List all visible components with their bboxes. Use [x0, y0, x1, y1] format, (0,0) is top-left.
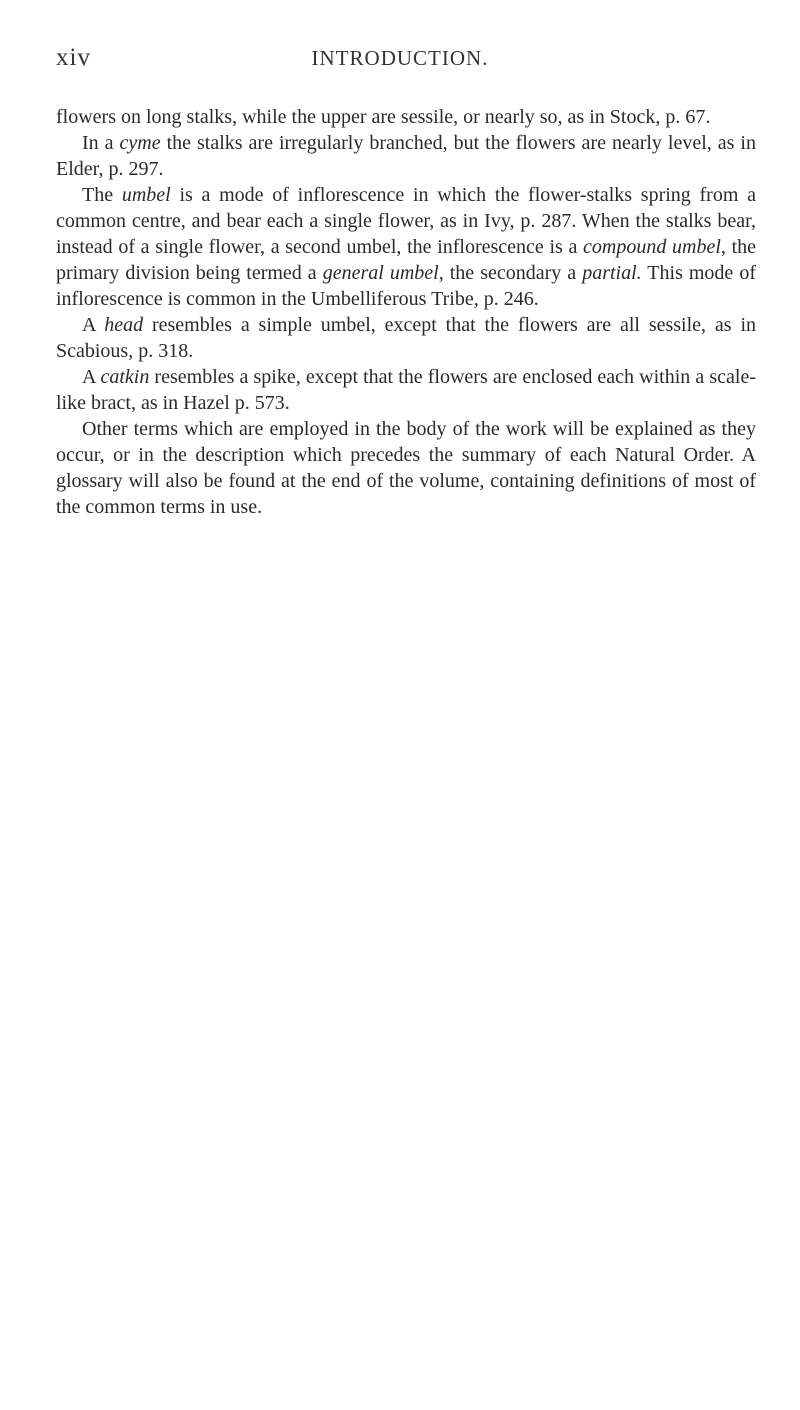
italic-term: general umbel,: [322, 262, 444, 284]
text-run: resembles a spike, except that the flowers are enclosed each within a scale-like bract, as in Hazel p. 573.: [56, 366, 756, 414]
text-run: the stalks are irregularly branched, but the flowers are nearly level, as in Elder, p. 297.: [56, 132, 756, 180]
text-run: the primary division being termed a: [56, 236, 757, 284]
paragraph: [56, 416, 756, 520]
paragraph: [56, 364, 756, 416]
paragraph: [56, 182, 756, 312]
text-run: A: [82, 314, 105, 336]
italic-term: head: [104, 314, 144, 336]
running-head: INTRODUCTION.: [311, 46, 489, 70]
italic-term: compound umbel,: [583, 236, 726, 258]
text-run: The: [82, 184, 122, 206]
italic-term: umbel: [121, 184, 171, 206]
italic-term: cyme: [119, 132, 161, 154]
paragraph: [56, 312, 756, 364]
page-number: xiv: [56, 44, 91, 71]
text-run: flowers on long stalks, while the upper are sessile, or nearly so, as in Stock, p. 67.: [56, 106, 711, 128]
text-run: A: [82, 366, 101, 388]
text-run: is a mode of inflorescence in which the flower-stalks spring from a common centre, and bear each a single flower, as in Ivy, p. 287. When the stalks bear, instead of a single flower, a second umbel, the inflorescence is a: [56, 184, 757, 258]
body-text: [56, 104, 756, 520]
text-run: the secondary a: [443, 262, 583, 284]
italic-term: catkin: [100, 366, 150, 388]
paragraph: [56, 104, 756, 130]
italic-term: partial.: [582, 262, 642, 284]
paragraph: [56, 130, 756, 182]
text-run: In a: [82, 132, 120, 154]
page-header: [56, 44, 744, 84]
text-run: Other terms which are employed in the body of the work will be explained as they occur, or in the description which precedes the summary of each Natural Order. A glossary will also be found at the end of the volume, containing definitions of most of the common terms in use.: [56, 418, 756, 518]
text-run: resembles a simple umbel, except that the flowers are all sessile, as in Scabious, p. 318.: [56, 314, 756, 362]
text-run: This mode of inflorescence is common in the Umbelliferous Tribe, p. 246.: [56, 262, 756, 310]
